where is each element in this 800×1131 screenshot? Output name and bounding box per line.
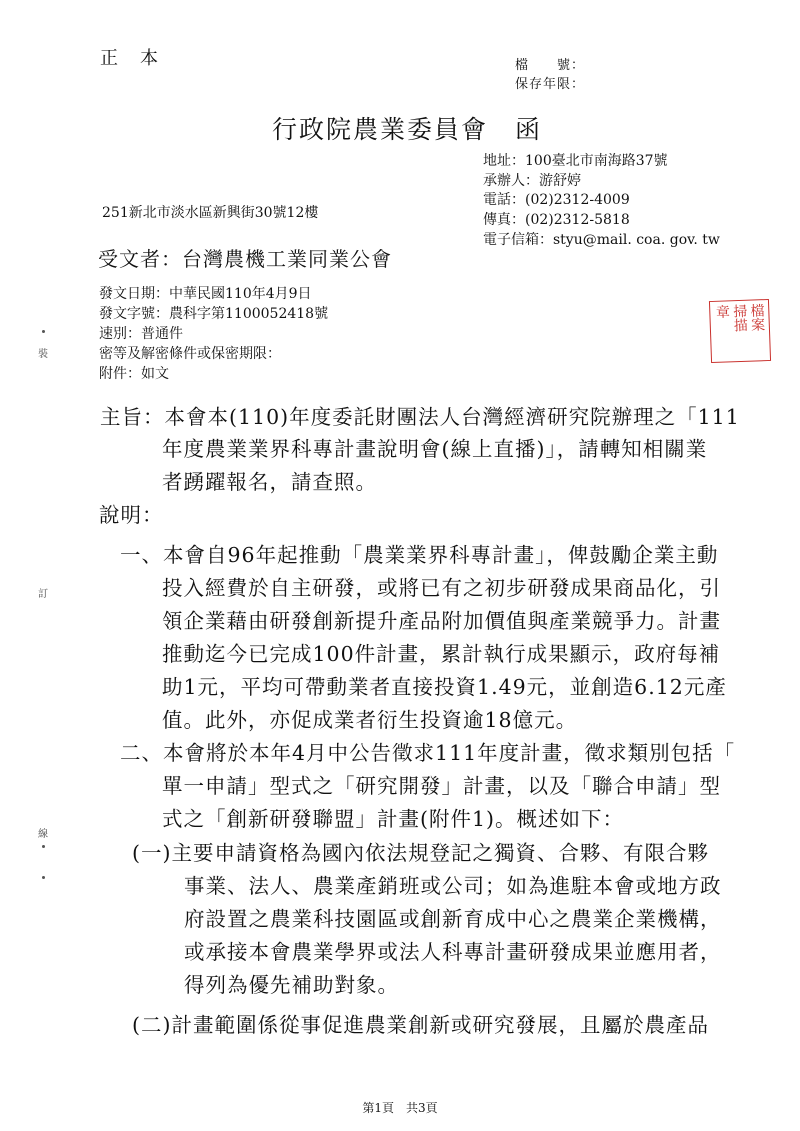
- item-2-line: 單一申請」型式之「研究開發」計畫，以及「聯合申請」型: [162, 774, 721, 798]
- delivery-speed: 速別：普通件: [99, 326, 183, 342]
- binding-dot: [42, 876, 45, 879]
- issue-date: 發文日期：中華民國110年4月9日: [99, 286, 312, 302]
- scan-seal-stamp: 檔案 掃描 章: [709, 299, 771, 363]
- attachment-note: 附件：如文: [99, 366, 169, 382]
- fax-number: 傳真：(02)2312-5818: [483, 212, 630, 228]
- secrecy-level: 密等及解密條件或保密期限：: [99, 346, 281, 362]
- page-number: 第1頁 共3頁: [362, 1101, 438, 1115]
- recipient-address: 251新北市淡水區新興街30號12樓: [102, 205, 319, 221]
- sub-item-1-line: 府設置之農業科技園區或創新育成中心之農業企業機構，: [184, 907, 722, 931]
- recipient: 受文者：台灣農機工業同業公會: [98, 247, 392, 271]
- handler-name: 承辦人：游舒婷: [483, 173, 581, 189]
- item-1-line: 領企業藉由研發創新提升產品附加價值與產業競爭力。計畫: [162, 609, 721, 633]
- item-1-line: 投入經費於自主研發，或將已有之初步研發成果商品化，引: [162, 576, 721, 600]
- sub-item-1-line: 或承接本會農業學界或法人科專計畫研發成果並應用者，: [184, 940, 722, 964]
- line-mark: 線: [38, 829, 48, 840]
- copy-mark: 正 本: [100, 48, 160, 69]
- sub-item-1-line: 得列為優先補助對象。: [184, 973, 399, 997]
- binding-dot: [42, 330, 45, 333]
- binding-dot: [42, 845, 45, 848]
- item-2-line: 二、本會將於本年4月中公告徵求111年度計畫，徵求類別包括「: [120, 741, 736, 765]
- item-1-line: 值。此外，亦促成業者衍生投資逾18億元。: [162, 708, 578, 732]
- subject-line: 年度農業業界科專計畫說明會(線上直播)」，請轉知相關業: [162, 437, 708, 461]
- item-1-line: 助1元，平均可帶動業者直接投資1.49元，並創造6.12元產: [162, 675, 727, 699]
- sub-item-2-line: (二)計畫範圍係從事促進農業創新或研究發展，且屬於農產品: [132, 1013, 709, 1037]
- item-1-line: 一、本會自96年起推動「農業業界科專計畫」，俾鼓勵企業主動: [120, 543, 719, 567]
- document-number: 發文字號：農科字第1100052418號: [99, 306, 329, 322]
- sub-item-1-line: 事業、法人、農業產銷班或公司；如為進駐本會或地方政: [184, 874, 722, 898]
- sub-item-1-line: (一)主要申請資格為國內依法規登記之獨資、合夥、有限合夥: [132, 841, 709, 865]
- item-1-line: 推動迄今已完成100件計畫，累計執行成果顯示，政府每補: [162, 642, 721, 666]
- phone-number: 電話：(02)2312-4009: [483, 192, 630, 208]
- sender-address: 地址：100臺北市南海路37號: [483, 153, 668, 169]
- email-address: 電子信箱：styu@mail. coa. gov. tw: [483, 232, 720, 248]
- explanation-heading: 說明：: [99, 503, 164, 527]
- subject-line: 者踴躍報名，請查照。: [162, 470, 377, 494]
- item-2-line: 式之「創新研發聯盟」計畫(附件1)。概述如下：: [162, 807, 625, 831]
- binding-mark: 裝: [38, 349, 48, 360]
- archive-number-label: 檔 號：: [515, 58, 586, 73]
- subject-line: 主旨：本會本(110)年度委託財團法人台灣經濟研究院辦理之「111: [100, 405, 740, 429]
- document-title: 行政院農業委員會 函: [272, 115, 543, 144]
- stitch-mark: 訂: [38, 589, 48, 600]
- retention-period-label: 保存年限：: [515, 77, 586, 92]
